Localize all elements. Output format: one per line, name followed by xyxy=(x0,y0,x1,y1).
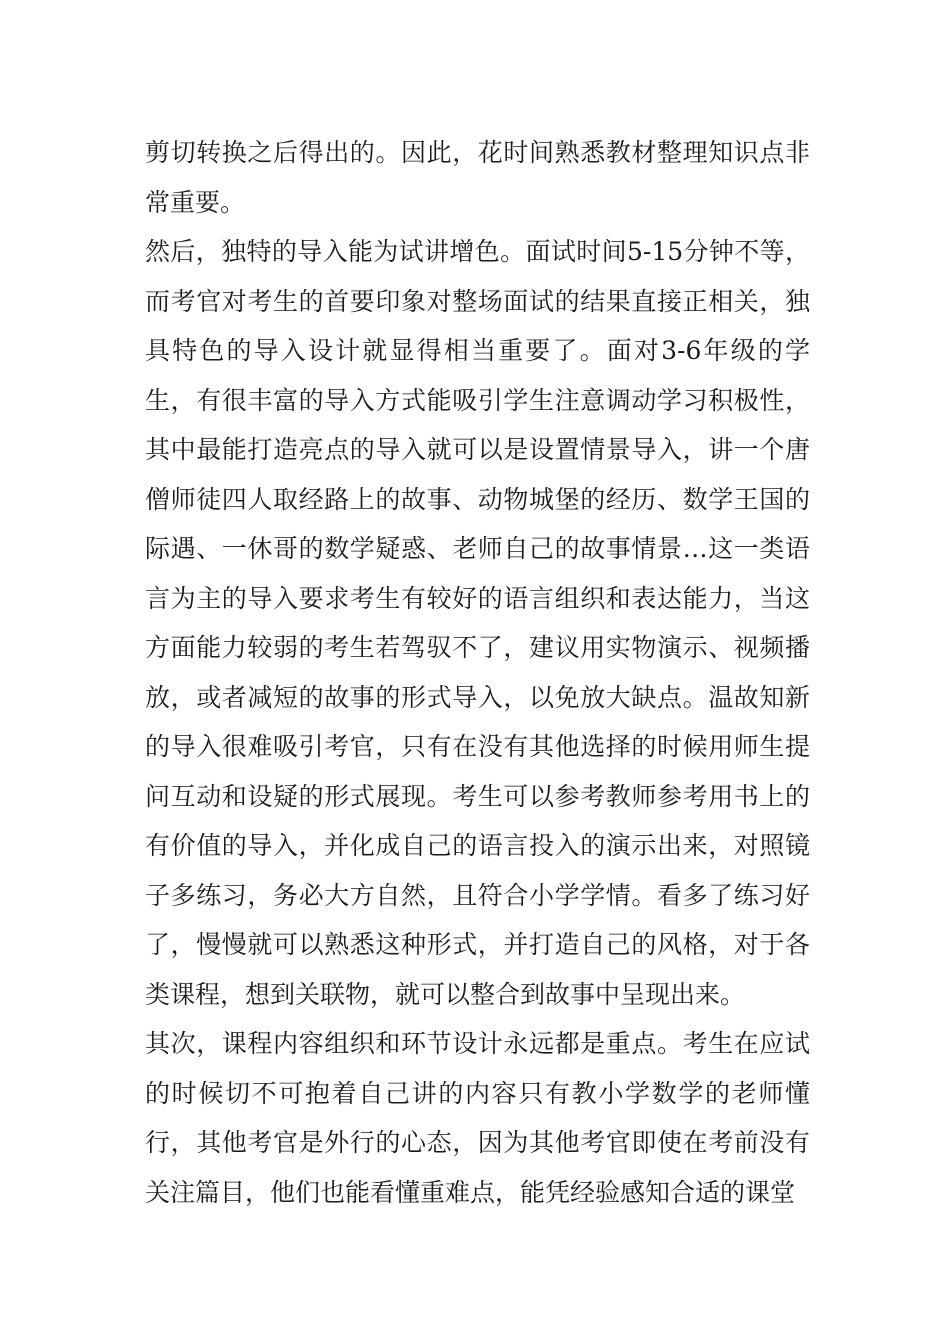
document-body xyxy=(145,128,810,1217)
paragraph-2: 然后，独特的导入能为试讲增色。面试时间5-15分钟不等，而考官对考生的首要印象对整场面试的结果直接正相关，独具特色的导入设计就显得相当重要了。面对3-6年级的学生，有很丰富的导入方式能吸引学生注意调动学习积极性，其中最能打造亮点的导入就可以是设置情景导入，讲一个唐僧师徒四人取经路上的故事、动物城堡的经历、数学王国的际遇、一休哥的数学疑惑、老师自己的故事情景…这一类语言为主的导入要求考生有较好的语言组织和表达能力，当这方面能力较弱的考生若驾驭不了，建议用实物演示、视频播放，或者减短的故事的形式导入，以免放大缺点。温故知新的导入很难吸引考官，只有在没有其他选择的时候用师生提问互动和设疑的形式展现。考生可以参考教师参考用书上的有价值的导入，并化成自己的语言投入的演示出来，对照镜子多练习，务必大方自然，且符合小学学情。看多了练习好了，慢慢就可以熟悉这种形式，并打造自己的风格，对于各类课程，想到关联物，就可以整合到故事中呈现出来。 xyxy=(145,237,810,1009)
paragraph-3: 其次，课程内容组织和环节设计永远都是重点。考生在应试的时候切不可抱着自己讲的内容只有教小学数学的老师懂行，其他考官是外行的心态，因为其他考官即使在考前没有关注篇目，他们也能看懂重难点，能凭经验感知合适的课堂 xyxy=(145,1029,810,1207)
paragraph-1: 剪切转换之后得出的。因此，花时间熟悉教材整理知识点非常重要。 xyxy=(145,138,810,217)
